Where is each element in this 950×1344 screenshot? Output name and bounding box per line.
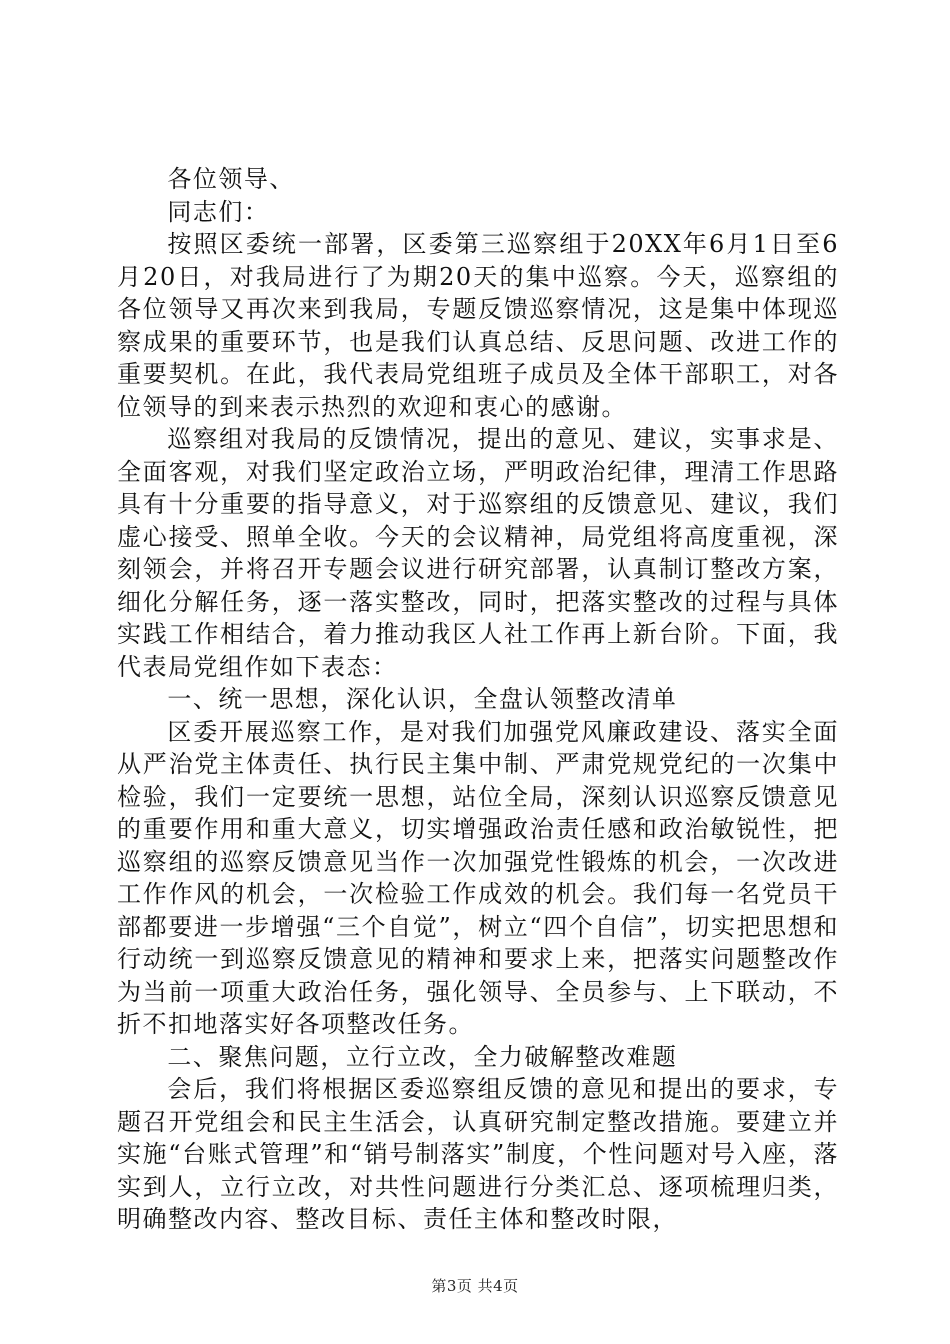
page-footer: 第3页 共4页: [431, 1277, 519, 1295]
section-heading-2: 二、聚焦问题，立行立改，全力破解整改难题: [167, 1042, 678, 1071]
document-body: [117, 163, 839, 1236]
paragraph-section-2: 会后，我们将根据区委巡察组反馈的意见和提出的要求，专题召开党组会和民主生活会，认真研究制定整改措施。要建立并实施“台账式管理”和“销号制落实”制度，个性问题对号入座，落实到人，立行立改，对共性问题进行分类汇总、逐项梳理归类，明确整改内容、整改目标、责任主体和整改时限，: [117, 1075, 839, 1233]
paragraph-feedback: 巡察组对我局的反馈情况，提出的意见、建议，实事求是、全面客观，对我们坚定政治立场，严明政治纪律，理清工作思路具有十分重要的指导意义，对于巡察组的反馈意见、建议，我们虚心接受、照单全收。今天的会议精神，局党组将高度重视，深刻领会，并将召开专题会议进行研究部署，认真制订整改方案，细化分解任务，逐一落实整改，同时，把落实整改的过程与具体实践工作相结合，着力推动我区人社工作再上新台阶。下面，我代表局党组作如下表态：: [117, 425, 839, 681]
salutation-comrades: 同志们：: [167, 197, 270, 226]
paragraph-section-1: 区委开展巡察工作，是对我们加强党风廉政建设、落实全面从严治党主体责任、执行民主集中制、严肃党规党纪的一次集中检验，我们一定要统一思想，站位全局，深刻认识巡察反馈意见的重要作用和重大意义，切实增强政治责任感和政治敏锐性，把巡察组的巡察反馈意见当作一次加强党性锻炼的机会，一次改进工作作风的机会，一次检验工作成效的机会。我们每一名党员干部都要进一步增强“三个自觉”，树立“四个自信”，切实把思想和行动统一到巡察反馈意见的精神和要求上来，把落实问题整改作为当前一项重大政治任务，强化领导、全员参与、上下联动，不折不扣地落实好各项整改任务。: [117, 717, 839, 1038]
section-heading-1: 一、统一思想，深化认识，全盘认领整改清单: [167, 685, 678, 713]
salutation-leaders: 各位领导、: [167, 165, 295, 193]
paragraph-intro: 按照区委统一部署，区委第三巡察组于20XX年6月1日至6月20日，对我局进行了为期20天的集中巡察。今天，巡察组的各位领导又再次来到我局，专题反馈巡察情况，这是集中体现巡察成果的重要环节，也是我们认真总结、反思问题、改进工作的重要契机。在此，我代表局党组班子成员及全体干部职工，对各位领导的到来表示热烈的欢迎和衷心的感谢。: [117, 230, 839, 421]
